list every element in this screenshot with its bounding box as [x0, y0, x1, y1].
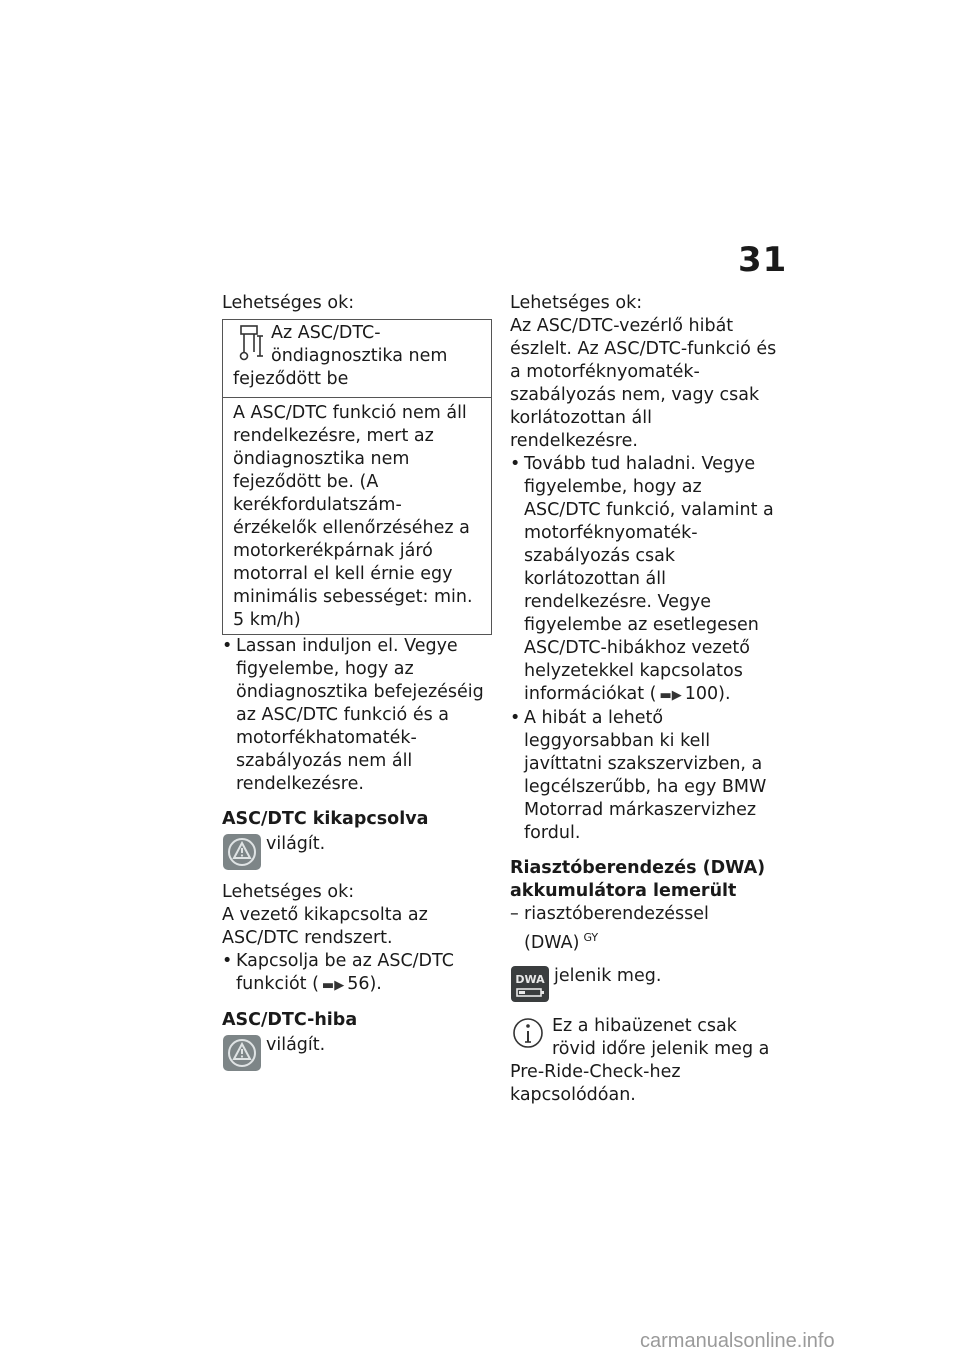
asc-off-icon-text: világít.	[266, 834, 326, 854]
right-bullet-1-suffix: ).	[718, 684, 731, 704]
diagnosis-box-body: A ASC/DTC funkció nem áll rendelkezésre, mert az öndiagnosztika nem fejeződött be. (A kerékfordulatszám-érzékelők ellenőrzéséhez a motorkerékpárnak járó motorral el kell érnie egy minimális sebességet: min. 5 km/h)	[233, 403, 473, 630]
wrench-in-car-icon	[233, 322, 265, 368]
asc-off-bullet-prefix: Kapcsolja be az ASC/DTC funkciót (	[236, 951, 454, 994]
diagnosis-box-title: Az ASC/DTC-öndiagnosztika nem fejeződött be	[233, 323, 448, 389]
asc-warning-icon	[222, 1034, 262, 1072]
right-bullet-2	[510, 707, 782, 845]
right-bullet-1	[510, 453, 782, 707]
page-number: 31	[738, 240, 788, 280]
info-note-text: Ez a hibaüzenet csak rövid időre jelenik meg a Pre-Ride-Check-hez kapcsolódóan.	[510, 1015, 770, 1105]
dwa-dash-item	[510, 903, 782, 955]
asc-off-intro: Lehetséges ok:	[222, 882, 355, 902]
bullet-dot: •	[510, 454, 521, 474]
dwa-icon-label: DWA	[515, 972, 545, 986]
dwa-dash-text: riasztóberendezéssel (DWA)	[524, 904, 709, 953]
asc-off-bullet-ref[interactable]: 56	[347, 974, 370, 994]
asc-off-cause: A vezető kikapcsolta az ASC/DTC rendszert.	[222, 905, 428, 948]
dwa-country-code: GY	[583, 931, 599, 944]
asc-fault-icon-line	[222, 1034, 492, 1072]
section-asc-off-heading: ASC/DTC kikapcsolva	[222, 809, 429, 829]
reference-arrow-icon: ▬▶	[321, 978, 345, 993]
asc-off-icon-line	[222, 833, 492, 871]
right-intro: Lehetséges ok:	[510, 293, 643, 313]
dash-mark: –	[510, 904, 519, 924]
right-bullet-1-ref[interactable]: 100	[684, 684, 719, 704]
asc-fault-icon-text: világít.	[266, 1035, 326, 1055]
right-column	[510, 292, 782, 1107]
right-bullet-2-text: A hibát a lehető leggyorsabban ki kell javíttatni szakszervizben, a legcélszerűbb, ha egy BMW Motorrad márkaszervizhez fordul.	[524, 708, 767, 843]
right-bullet-1-text: Tovább tud haladni. Vegye figyelembe, hogy az ASC/DTC funkció, valamint a motorféknyomaték-szabályozás csak korlátozottan áll rendelkezésre. Vegye figyelembe az esetlegesen ASC/DTC-hibákhoz vezető helyzetekkel kapcsolatos információkat (	[524, 454, 774, 704]
bullet-dot: •	[510, 708, 521, 728]
diagnosis-box	[222, 319, 492, 635]
left-intro: Lehetséges ok:	[222, 293, 355, 313]
dwa-icon-text: jelenik meg.	[554, 965, 662, 986]
section-dwa-heading: Riasztóberendezés (DWA) akkumulátora lemerült	[510, 858, 766, 901]
dwa-icon-line	[510, 957, 782, 1003]
left-column	[222, 292, 492, 1072]
reference-arrow-icon: ▬▶	[659, 688, 682, 703]
asc-off-bullet-suffix: ).	[369, 974, 382, 994]
section-asc-fault-heading: ASC/DTC-hiba	[222, 1010, 358, 1030]
info-note	[510, 1015, 782, 1107]
asc-warning-icon	[222, 833, 262, 871]
left-bullet-1	[222, 635, 492, 796]
dwa-battery-icon	[510, 965, 550, 1003]
diagnosis-box-header	[223, 320, 491, 398]
asc-off-bullet	[222, 950, 492, 997]
right-cause: Az ASC/DTC-vezérlő hibát észlelt. Az ASC/DTC-funkció és a motorféknyomaték-szabályozás nem, vagy csak korlátozottan áll rendelkezésre.	[510, 316, 777, 451]
watermark: carmanualsonline.info	[640, 1330, 835, 1352]
bullet-dot: •	[222, 636, 233, 656]
left-bullet-1-text: Lassan induljon el. Vegye figyelembe, hogy az öndiagnosztika befejezéséig az ASC/DTC funkció és a motorfékhatomaték-szabályozás nem áll rendelkezésre.	[236, 636, 484, 794]
info-icon	[510, 1015, 546, 1055]
bullet-dot: •	[222, 951, 233, 971]
